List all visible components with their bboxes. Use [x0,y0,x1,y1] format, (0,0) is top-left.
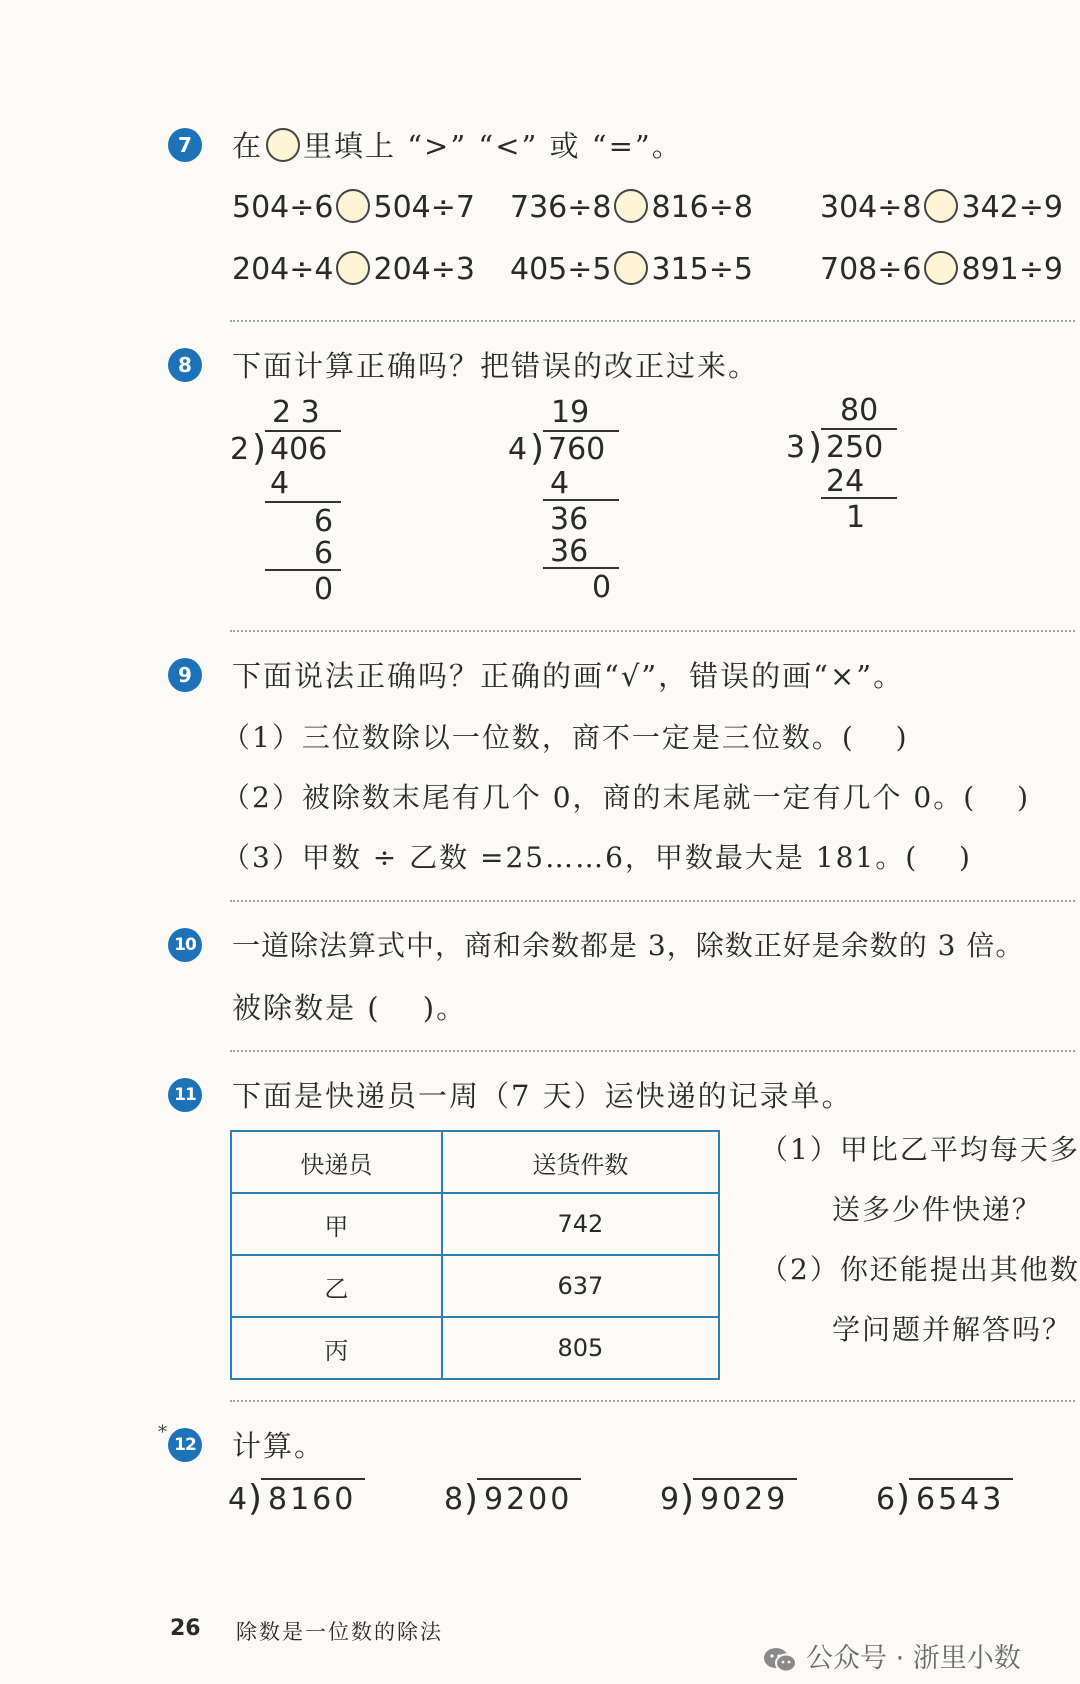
division-bar [909,1478,1013,1480]
step-line [543,567,619,569]
page-number: 26 [170,1616,201,1641]
step-line [265,501,341,503]
question-number-badge: 8 [168,348,202,382]
remainder: 0 [592,570,612,605]
dividend: 6543 [916,1482,1005,1517]
answer-circle[interactable] [924,251,958,285]
table-cell: 805 [442,1317,719,1379]
table-cell: 甲 [231,1193,442,1255]
step: 6 [314,536,334,571]
divisor: 2 [230,432,250,467]
division-bar [477,1478,581,1480]
long-division-problem[interactable] [228,1478,368,1524]
wechat-icon [762,1646,798,1674]
division-bracket-icon: ) [252,428,267,469]
prompt-part: 里填上 “>” “<” 或 “=”。 [303,129,683,163]
table-row [231,1255,719,1317]
question-prompt: 下面计算正确吗？把错误的改正过来。 [232,349,760,383]
division-bracket-icon: ) [464,1478,479,1519]
compare-expression[interactable]: 708÷6 891÷9 [820,252,1063,287]
question-number-badge: 9 [168,658,202,692]
question-prompt: 一道除法算式中，商和余数都是 3，除数正好是余数的 3 倍。 [232,929,1025,962]
sub-question: （2）你还能提出其他数 [760,1253,1080,1286]
question-number-badge: 11 [168,1078,202,1112]
divisor: 4 [228,1482,248,1517]
dividend: 8160 [268,1482,357,1517]
table-header-cell: 快递员 [231,1131,442,1193]
answer-circle[interactable] [336,251,370,285]
divisor: 6 [876,1482,896,1517]
division-bar [261,1478,365,1480]
step: 6 [314,504,334,539]
chapter-title: 除数是一位数的除法 [236,1620,443,1644]
division-bracket-icon: ) [680,1478,695,1519]
long-division-problem[interactable] [444,1478,584,1524]
compare-expression[interactable]: 204÷4 204÷3 [232,252,475,287]
division-bracket-icon: ) [896,1478,911,1519]
step-line [543,499,619,501]
step: 36 [550,502,589,537]
dividend: 9200 [484,1482,573,1517]
watermark-text: 公众号 · 浙里小数 [806,1643,1021,1674]
true-false-item[interactable]: （1）三位数除以一位数，商不一定是三位数。( ) [222,721,909,754]
sub-question: 学问题并解答吗？ [832,1313,1073,1346]
section-divider [230,1050,1075,1052]
question-prompt [232,124,683,165]
question-number-badge: 12 [168,1428,202,1462]
remainder: 1 [846,500,866,535]
watermark [762,1636,1021,1675]
step: 36 [550,534,589,569]
compare-expression[interactable]: 304÷8 342÷9 [820,190,1063,225]
division-bar [693,1478,797,1480]
dividend: 9029 [700,1482,789,1517]
section-divider [230,1400,1075,1402]
sub-question: （1）甲比乙平均每天多 [760,1133,1080,1166]
table-cell: 742 [442,1193,719,1255]
circle-blank-icon [266,128,300,162]
remainder: 0 [314,572,334,607]
divisor: 9 [660,1482,680,1517]
division-bracket-icon: ) [248,1478,263,1519]
step-line [821,497,897,499]
true-false-item[interactable]: （3）甲数 ÷ 乙数 =25……6，甲数最大是 181。( ) [222,841,972,874]
answer-circle[interactable] [614,251,648,285]
table-cell: 乙 [231,1255,442,1317]
division-bracket-icon: ) [808,426,823,467]
question-number-badge: 10 [168,928,202,962]
answer-circle[interactable] [614,189,648,223]
dividend: 760 [548,432,606,467]
question-prompt: 下面说法正确吗？正确的画“√”，错误的画“×”。 [232,659,905,693]
table-row [231,1193,719,1255]
step: 24 [826,464,865,499]
sub-question: 送多少件快递？ [832,1193,1043,1226]
section-divider [230,320,1075,322]
compare-expression[interactable]: 736÷8 816÷8 [510,190,753,225]
question-number-badge: 7 [168,128,202,162]
step: 4 [270,466,290,501]
question-prompt: 下面是快递员一周（7 天）运快递的记录单。 [232,1079,853,1113]
compare-expression[interactable]: 504÷6 504÷7 [232,190,475,225]
quotient: 80 [840,393,879,428]
long-division-problem[interactable] [876,1478,1016,1524]
table-row [231,1317,719,1379]
divisor: 4 [508,432,528,467]
table-header-cell: 送货件数 [442,1131,719,1193]
long-division-problem[interactable] [660,1478,800,1524]
dividend: 250 [826,430,884,465]
quotient: 2 3 [272,395,320,430]
quotient: 19 [551,395,590,430]
table-cell: 丙 [231,1317,442,1379]
compare-expression[interactable]: 405÷5 315÷5 [510,252,753,287]
question-prompt: 计算。 [232,1429,326,1463]
table-cell: 637 [442,1255,719,1317]
section-divider [230,630,1075,632]
optional-star-icon: * [158,1422,167,1443]
true-false-item[interactable]: （2）被除数末尾有几个 0，商的末尾就一定有几个 0。( ) [222,781,1030,814]
delivery-table [230,1130,720,1380]
section-divider [230,900,1075,902]
answer-blank-line[interactable]: 被除数是 ( )。 [232,991,468,1025]
step: 4 [550,466,570,501]
answer-circle[interactable] [924,189,958,223]
division-bracket-icon: ) [530,428,545,469]
answer-circle[interactable] [336,189,370,223]
divisor: 3 [786,430,806,465]
divisor: 8 [444,1482,464,1517]
step-line [265,569,341,571]
dividend: 406 [270,432,328,467]
prompt-part: 在 [232,129,264,163]
table-header-row [231,1131,719,1193]
